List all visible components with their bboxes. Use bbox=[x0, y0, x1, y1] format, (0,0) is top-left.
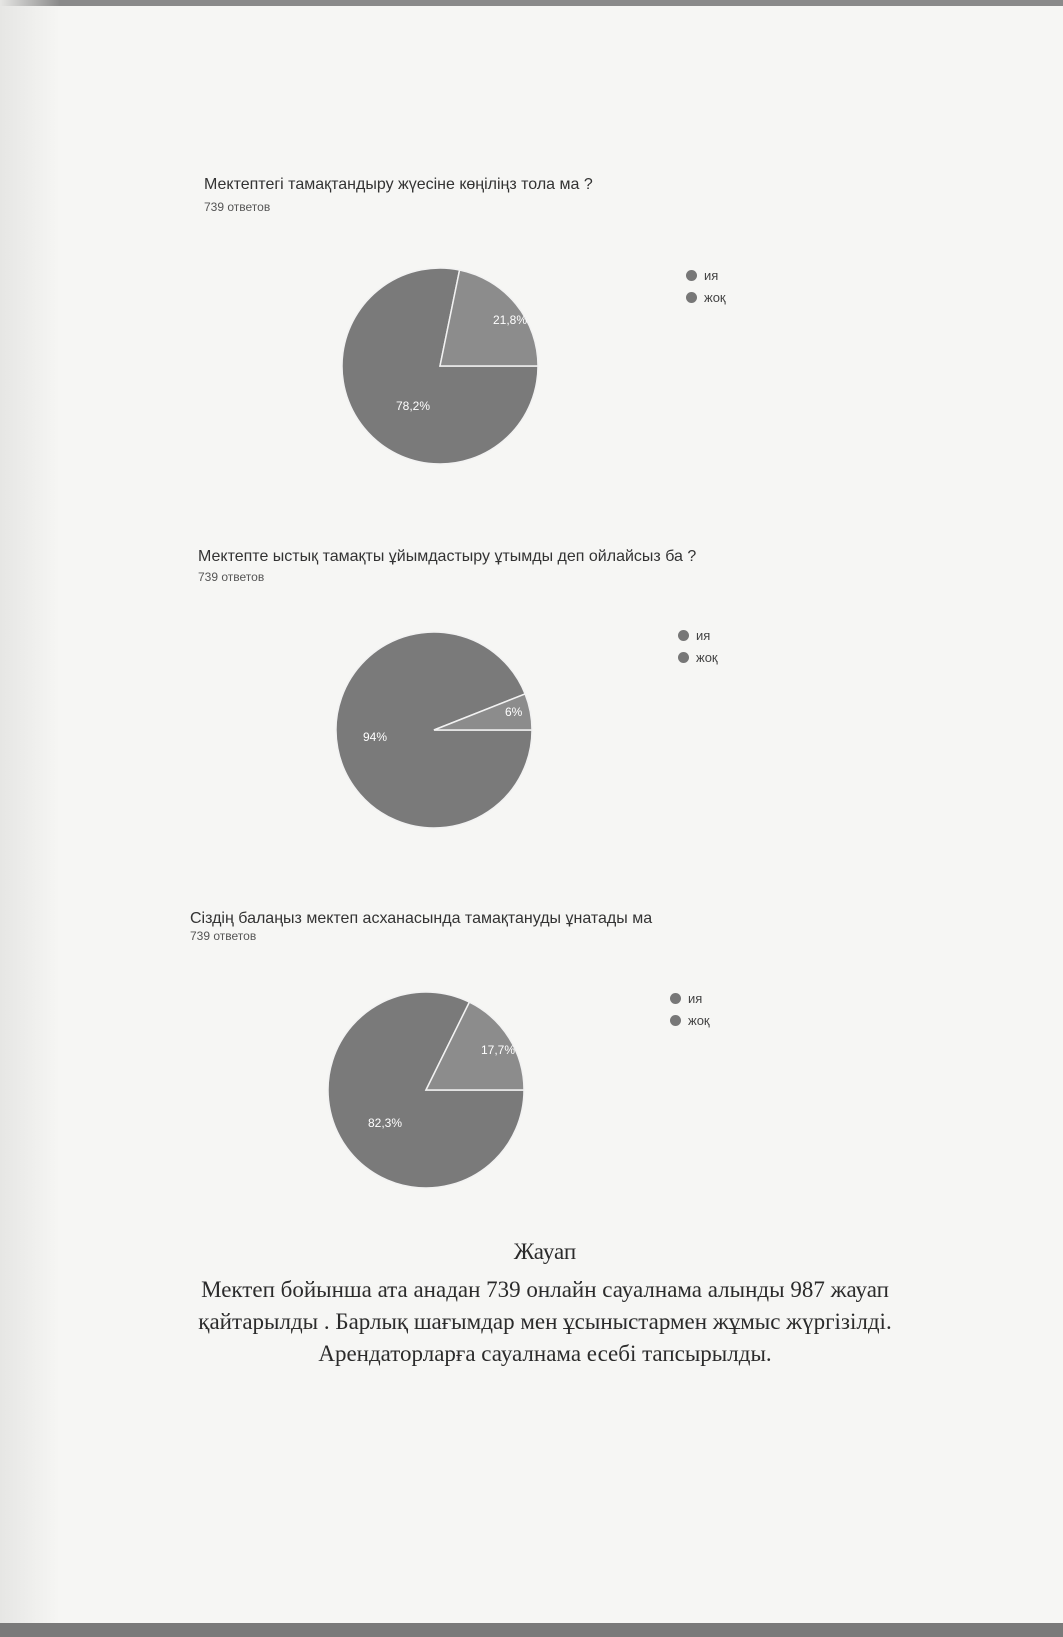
scan-edge-bottom bbox=[0, 1623, 1063, 1637]
legend-label: ия bbox=[688, 990, 703, 1006]
legend-item bbox=[670, 987, 710, 1009]
legend-swatch bbox=[670, 993, 681, 1004]
data-label-yes: 82,3% bbox=[368, 1116, 403, 1130]
summary-heading: Жауап bbox=[513, 1239, 577, 1264]
chart-title: Мектепте ыстық тамақты ұйымдастыру ұтымды деп ойлайсыз ба ? bbox=[198, 548, 697, 565]
chart-subtitle: 739 ответов bbox=[198, 570, 265, 584]
data-label-no: 17,7% bbox=[481, 1043, 516, 1057]
legend-swatch bbox=[670, 1015, 681, 1026]
summary-line: Мектеп бойынша ата анадан 739 онлайн сауалнама алынды 987 жауап bbox=[201, 1277, 889, 1302]
chart-title: Сіздің балаңыз мектеп асханасында тамақтануды ұнатады ма bbox=[190, 910, 653, 927]
chart-legend bbox=[670, 987, 710, 1031]
legend-label: ия bbox=[704, 267, 719, 283]
data-label-no: 6% bbox=[505, 705, 523, 719]
summary-line: Арендаторларға сауалнама есебі тапсырылды. bbox=[318, 1341, 772, 1366]
legend-label: ия bbox=[696, 627, 711, 643]
chart-subtitle: 739 ответов bbox=[190, 929, 257, 943]
legend-label: жоқ bbox=[688, 1012, 710, 1028]
data-label-yes: 78,2% bbox=[396, 399, 431, 413]
data-label-yes: 94% bbox=[363, 730, 388, 744]
legend-item bbox=[670, 1009, 710, 1031]
legend-label: жоқ bbox=[704, 289, 726, 305]
chart-subtitle: 739 ответов bbox=[204, 200, 271, 214]
chart-title: Мектептегі тамақтандыру жүесіне көңіліңз тола ма ? bbox=[204, 176, 593, 193]
legend-label: жоқ bbox=[696, 649, 718, 665]
summary-text bbox=[140, 1236, 950, 1370]
data-label-no: 21,8% bbox=[493, 313, 528, 327]
summary-line: қайтарылды . Барлық шағымдар мен ұсыныстармен жұмыс жүргізілді. bbox=[198, 1309, 892, 1334]
